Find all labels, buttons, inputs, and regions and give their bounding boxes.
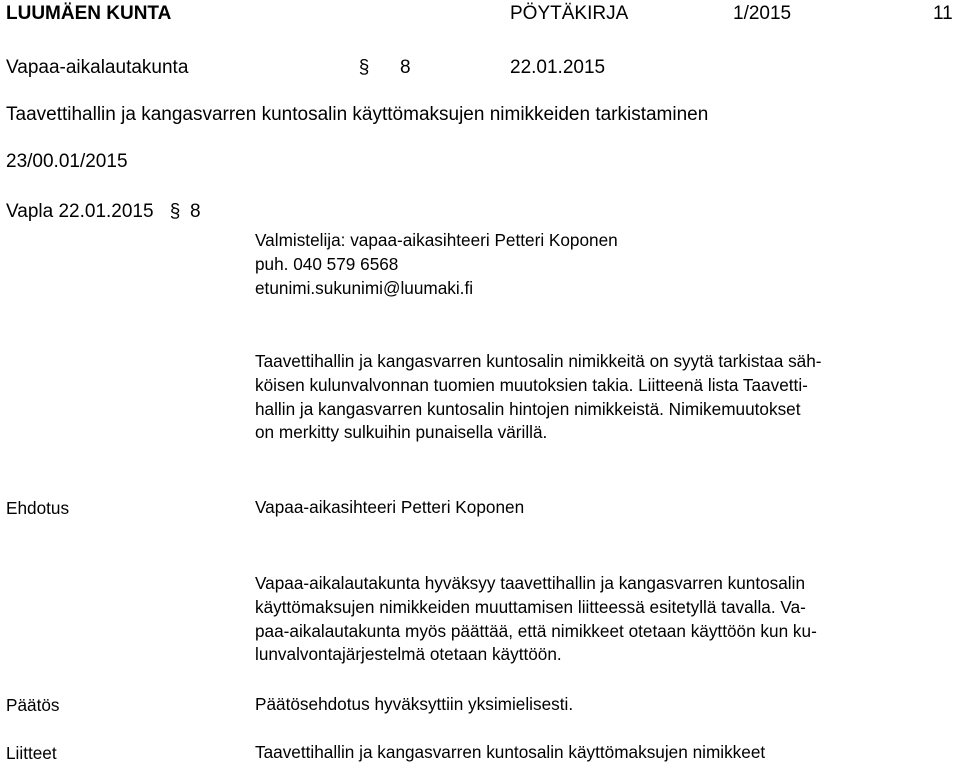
proposal-line: lunvalvontajärjestelmä otetaan käyttöön. <box>255 644 562 665</box>
document-number: 1/2015 <box>733 3 792 24</box>
page-number: 11 <box>933 3 953 24</box>
decision-text: Päätösehdotus hyväksyttiin yksimielisesti. <box>255 694 574 714</box>
meeting-date: 22.01.2015 <box>510 57 606 78</box>
proposer-name: Vapaa-aikasihteeri Petteri Koponen <box>255 497 525 517</box>
previous-handling-text: Vapla 22.01.2015 <box>6 201 154 222</box>
description <box>255 350 955 445</box>
preparer-email: etunimi.sukunimi@luumaki.fi <box>255 277 474 298</box>
proposal-label: Ehdotus <box>6 498 70 518</box>
proposal-line: käyttömaksujen nimikkeiden muuttamisen liitteessä esitetyllä tavalla. Va- <box>255 596 806 617</box>
attachments-text: Taavettihallin ja kangasvarren kuntosalin käyttömaksujen nimikkeet <box>255 742 766 762</box>
proposal-line: paa-aikalautakunta myös päättää, että nimikkeet otetaan käyttöön kun ku- <box>255 620 817 641</box>
attachments <box>255 741 955 765</box>
item-title: Taavettihallin ja kangasvarren kuntosalin käyttömaksujen nimikkeiden tarkistaminen <box>6 104 709 125</box>
preparer-name: Valmistelija: vapaa-aikasihteeri Petteri Koponen <box>255 230 618 250</box>
previous-handling <box>6 201 154 223</box>
committee-name: Vapaa-aikalautakunta <box>6 57 189 78</box>
document-type: PÖYTÄKIRJA <box>510 3 629 24</box>
decision <box>255 693 955 717</box>
description-line: Taavettihallin ja kangasvarren kuntosalin nimikkeitä on syytä tarkistaa säh- <box>255 351 822 371</box>
preparer-phone: puh. 040 579 6568 <box>255 253 399 274</box>
previous-handling-symbol: § <box>169 201 181 222</box>
attachments-label: Liitteet <box>6 743 57 763</box>
municipality-name: LUUMÄEN KUNTA <box>6 3 172 24</box>
proposer <box>255 496 955 520</box>
item-reference: 23/00.01/2015 <box>6 151 128 172</box>
description-line: köisen kulunvalvonnan tuomien muutoksien takia. Liitteenä lista Taavetti- <box>255 374 808 395</box>
section-number: 8 <box>400 57 411 78</box>
description-line: hallin ja kangasvarren kuntosalin hintojen nimikkeistä. Nimikemuutokset <box>255 398 801 419</box>
description-line: on merkitty sulkuihin punaisella värillä. <box>255 422 548 443</box>
previous-handling-number: 8 <box>190 201 201 222</box>
preparer-block <box>255 229 955 300</box>
proposal-line: Vapaa-aikalautakunta hyväksyy taavettihallin ja kangasvarren kuntosalin <box>255 573 806 593</box>
proposal-text <box>255 572 955 667</box>
decision-label: Päätös <box>6 695 60 715</box>
section-symbol: § <box>358 57 370 78</box>
